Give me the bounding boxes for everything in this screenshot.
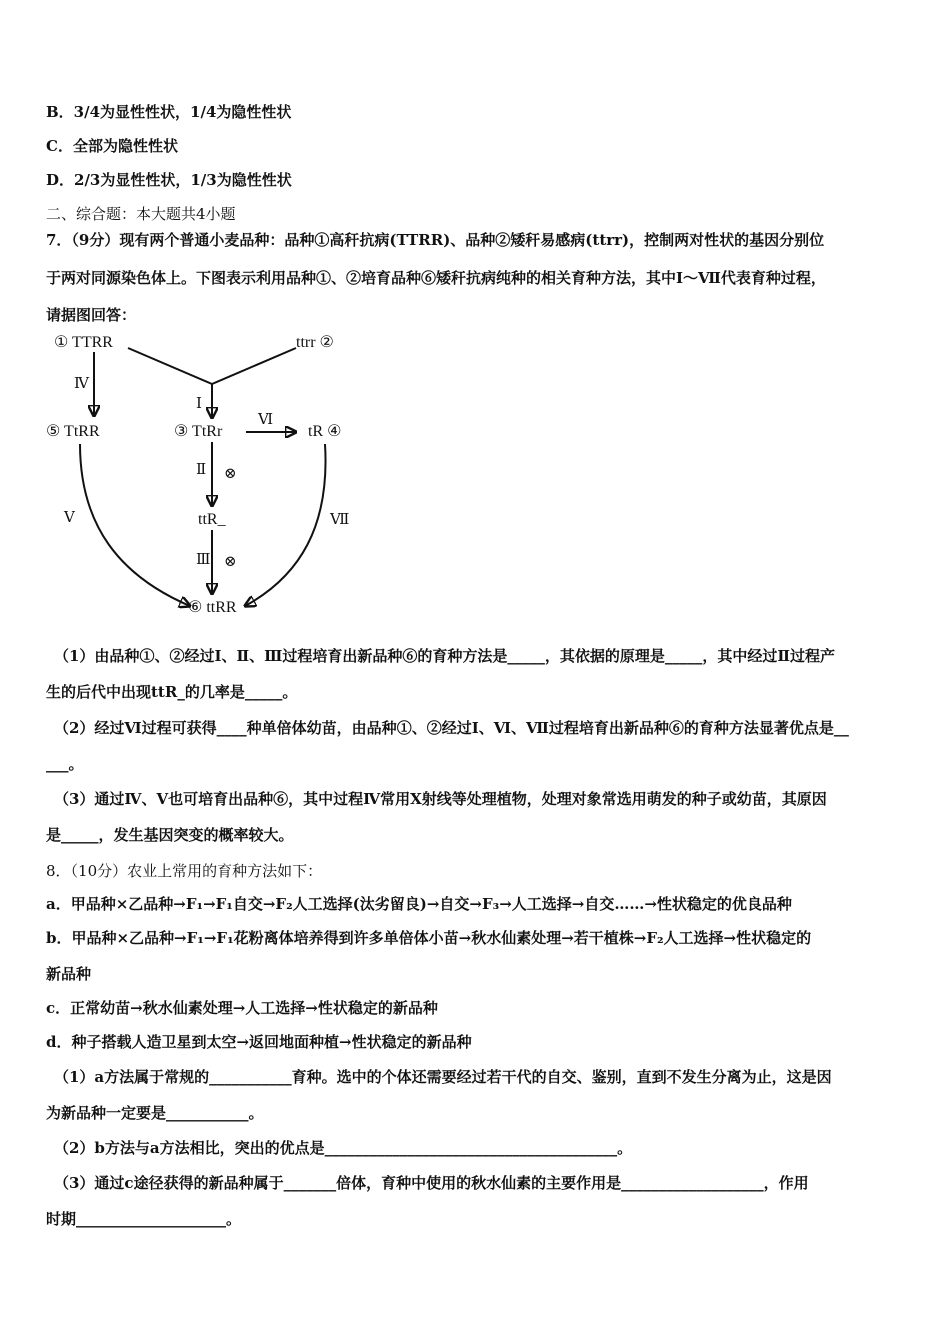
label-process-III: Ⅲ: [196, 552, 211, 568]
node-3-ttrr: ③ TtRr: [174, 423, 223, 440]
arrow-VII: [245, 444, 326, 606]
option-d: D．2/3为显性性状，1/3为隐性性状: [46, 171, 292, 189]
node-2-ttrr: ttrr ②: [296, 334, 334, 351]
label-process-IV: Ⅳ: [74, 376, 89, 392]
q8-sub2: （2）b方法与a方法相比，突出的优点是_______________________________________。: [54, 1139, 633, 1157]
option-b: B．3/4为显性性状，1/4为隐性性状: [46, 103, 292, 121]
q7-stem-line3: 请据图回答：: [46, 306, 137, 324]
q8-sub3-line1: （3）通过c途径获得的新品种属于_______倍体，育种中使用的秋水仙素的主要作用是___________________，作用: [54, 1174, 809, 1192]
label-process-VII: Ⅶ: [330, 512, 350, 528]
label-process-VI: Ⅵ: [258, 412, 274, 428]
q7-sub3-line2: 是_____，发生基因突变的概率较大。: [46, 826, 294, 844]
q8-stem: 8．（10分）农业上常用的育种方法如下：: [46, 862, 323, 880]
breeding-diagram: [40, 326, 360, 626]
q8-method-b-line2: 新品种: [46, 965, 92, 983]
q8-sub3-line2: 时期____________________。: [46, 1210, 242, 1228]
q7-stem-line2: 于两对同源染色体上。下图表示利用品种①、②培育品种⑥矮秆抗病纯种的相关育种方法，其中Ⅰ～Ⅶ代表育种过程，: [46, 269, 826, 287]
q7-sub1-line1: （1）由品种①、②经过Ⅰ、Ⅱ、Ⅲ过程培育出新品种⑥的育种方法是_____，其依据的原理是_____，其中经过Ⅱ过程产: [54, 647, 836, 665]
label-process-V: Ⅴ: [64, 510, 75, 526]
node-5-ttrr: ⑤ TtRR: [46, 423, 100, 440]
q8-method-c: c．正常幼苗→秋水仙素处理→人工选择→性状稳定的新品种: [46, 999, 438, 1017]
selfing-symbol-2: ⊗: [224, 554, 237, 570]
arrow-V: [80, 444, 190, 606]
q7-stem-line1: 7．（9分）现有两个普通小麦品种：品种①高秆抗病(TTRR)、品种②矮秆易感病(ttrr)，控制两对性状的基因分别位: [46, 231, 825, 249]
cross-line-left: [128, 348, 212, 384]
q8-method-d: d．种子搭载人造卫星到太空→返回地面种植→性状稳定的新品种: [46, 1033, 472, 1051]
cross-line-right: [212, 348, 296, 384]
section-heading: 二、综合题：本大题共4小题: [46, 205, 236, 223]
node-mid-ttr: ttR_: [198, 511, 226, 528]
label-process-II: Ⅱ: [196, 462, 207, 478]
node-4-tr: tR ④: [308, 423, 342, 440]
q8-sub1-line1: （1）a方法属于常规的___________育种。选中的个体还需要经过若干代的自交、鉴别，直到不发生分离为止，这是因: [54, 1068, 832, 1086]
option-c: C．全部为隐性性状: [46, 137, 178, 155]
q8-sub1-line2: 为新品种一定要是___________。: [46, 1104, 264, 1122]
q8-method-b-line1: b．甲品种×乙品种→F₁→F₁花粉离体培养得到许多单倍体小苗→秋水仙素处理→若干植株→F₂人工选择→性状稳定的: [46, 929, 812, 947]
q7-sub2-line1: （2）经过Ⅵ过程可获得____种单倍体幼苗，由品种①、②经过Ⅰ、Ⅵ、Ⅶ过程培育出新品种⑥的育种方法显著优点是__: [54, 719, 849, 737]
q7-sub1-line2: 生的后代中出现ttR_的几率是_____。: [46, 683, 298, 701]
q7-sub2-line2: ___。: [46, 755, 84, 773]
node-1-ttrr: ① TTRR: [54, 334, 113, 351]
node-6-ttrr: ⑥ ttRR: [188, 599, 237, 616]
q7-sub3-line1: （3）通过Ⅳ、Ⅴ也可培育出品种⑥，其中过程Ⅳ常用X射线等处理植物，处理对象常选用萌发的种子或幼苗，其原因: [54, 790, 827, 808]
label-process-I: Ⅰ: [196, 396, 202, 412]
q8-method-a: a．甲品种×乙品种→F₁→F₁自交→F₂人工选择(汰劣留良)→自交→F₃→人工选择→自交……→性状稳定的优良品种: [46, 895, 792, 913]
selfing-symbol-1: ⊗: [224, 466, 237, 482]
